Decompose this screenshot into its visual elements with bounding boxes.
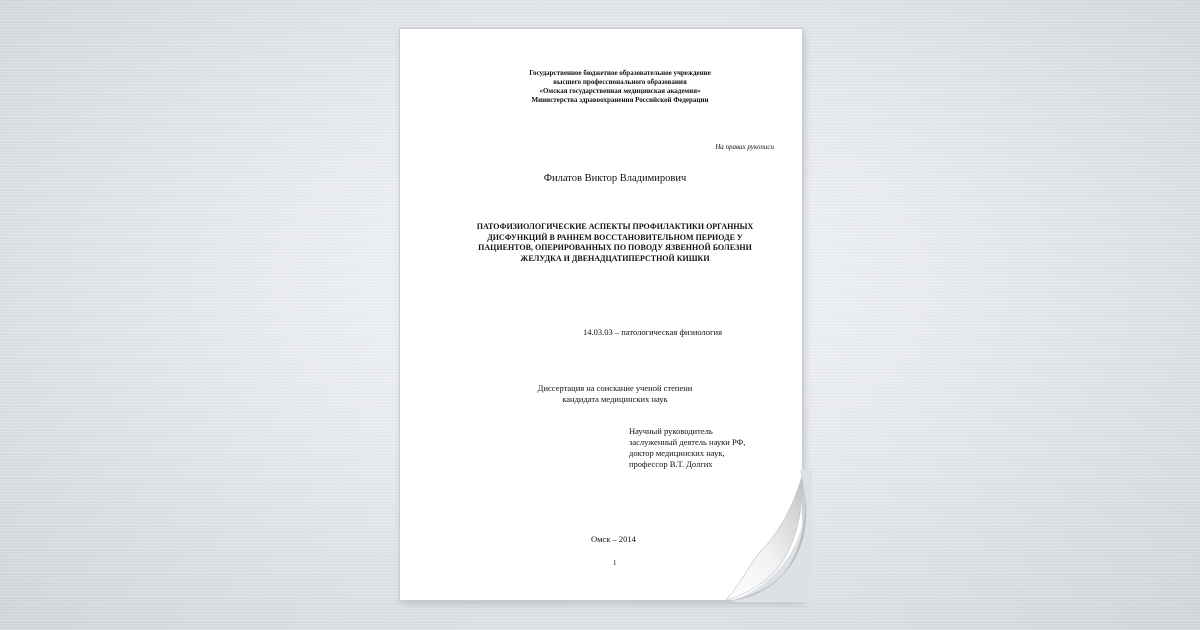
supervisor-block xyxy=(629,426,745,470)
supervisor-line: профессор В.Т. Долгих xyxy=(629,459,713,469)
title-line: ЖЕЛУДКА И ДВЕНАДЦАТИПЕРСТНОЙ КИШКИ xyxy=(520,253,710,263)
degree-statement xyxy=(400,383,802,405)
supervisor-line: заслуженный деятель науки РФ, xyxy=(629,437,746,447)
page-curl-icon xyxy=(722,470,812,602)
degree-line: кандидата медицинских наук xyxy=(562,394,668,404)
institution-block xyxy=(400,69,802,105)
supervisor-line: доктор медицинских наук, xyxy=(629,448,725,458)
title-line: ПАЦИЕНТОВ, ОПЕРИРОВАННЫХ ПО ПОВОДУ ЯЗВЕННОЙ БОЛЕЗНИ xyxy=(478,243,752,252)
author-name: Филатов Виктор Владимирович xyxy=(543,173,687,184)
institution-line: Министерства здравоохранения Российской Федерации xyxy=(531,96,709,104)
institution-line: «Омская государственная медицинская академия» xyxy=(539,87,701,95)
institution-line: высшего профессионального образования xyxy=(553,78,687,86)
title-line: ДИСФУНКЦИЙ В РАННЕМ ВОССТАНОВИТЕЛЬНОМ ПЕРИОДЕ У xyxy=(487,232,743,242)
city-year: Омск – 2014 xyxy=(591,534,636,544)
degree-line: Диссертация на соискание ученой степени xyxy=(537,383,693,393)
specialty-code: 14.03.03 – патологическая физиология xyxy=(583,327,722,337)
page-number: 1 xyxy=(613,559,617,567)
rights-note: На правах рукописи xyxy=(715,143,774,151)
title-line: ПАТОФИЗИОЛОГИЧЕСКИЕ АСПЕКТЫ ПРОФИЛАКТИКИ ОРГАННЫХ xyxy=(476,222,754,231)
supervisor-line: Научный руководитель xyxy=(629,426,713,436)
institution-line: Государственное бюджетное образовательное учреждение xyxy=(529,69,711,77)
dissertation-title xyxy=(400,222,802,264)
